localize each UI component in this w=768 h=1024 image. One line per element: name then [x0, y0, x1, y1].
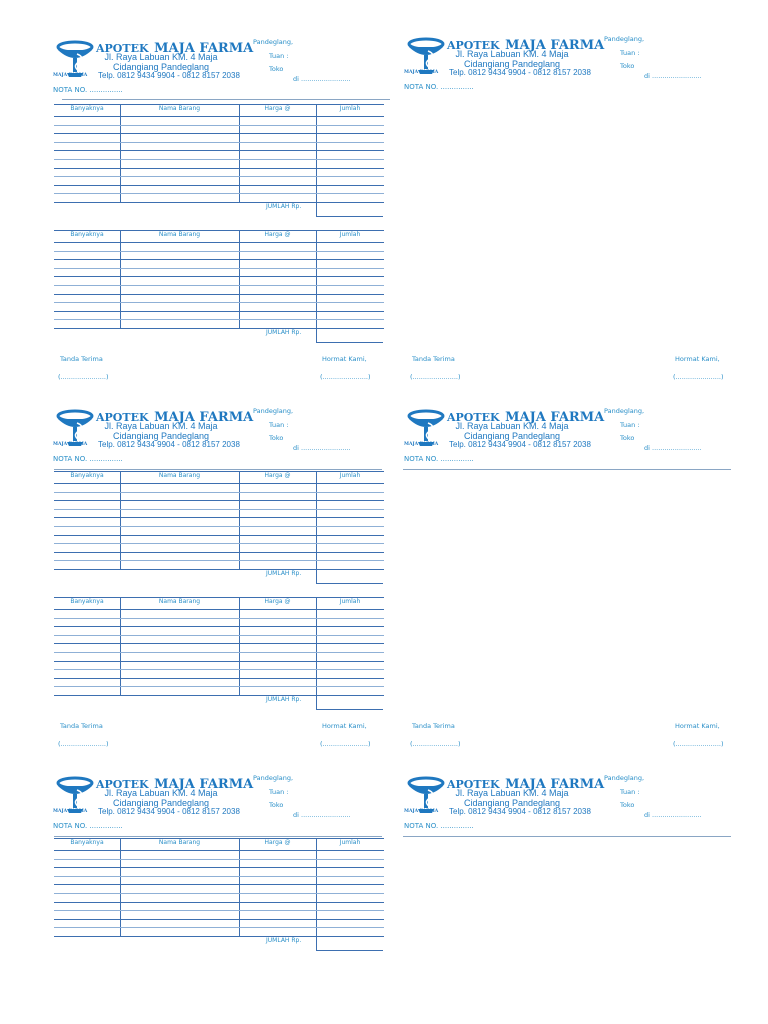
- column-divider: [316, 597, 317, 695]
- tuan-label: Tuan :: [269, 421, 289, 429]
- table-row-line: [54, 927, 384, 928]
- logo-caption: MAJA FARMA: [404, 442, 439, 447]
- column-divider: [316, 104, 317, 202]
- table-row-line: [54, 669, 384, 670]
- brand-name: MAJA FARMA: [505, 777, 605, 792]
- phone: Telp. 0812 9434 9904 - 0812 8157 2038: [98, 71, 240, 80]
- brand-apotek: APOTEK: [447, 778, 500, 791]
- city-date-label: Pandeglang,: [604, 35, 645, 43]
- tuan-label: Tuan :: [269, 52, 289, 60]
- hormat-kami-label: Hormat Kami,: [675, 722, 720, 730]
- jumlah-total-box: [316, 202, 383, 217]
- table-row-line: [54, 176, 384, 177]
- col-nama-barang-header: Nama Barang: [158, 472, 201, 479]
- col-banyaknya-header: Banyaknya: [70, 472, 104, 479]
- divider-line: [54, 836, 382, 837]
- nota-number: NOTA NO. ...............: [404, 83, 474, 91]
- address-line-1: Jl. Raya Labuan KM. 4 Maja: [104, 788, 218, 798]
- brand-apotek: APOTEK: [447, 39, 500, 52]
- col-nama-barang-header: Nama Barang: [158, 598, 201, 605]
- toko-label: Toko: [620, 801, 635, 809]
- divider-line: [403, 469, 731, 470]
- col-harga-header: Harga @: [264, 105, 291, 112]
- address-line-2: Cidangiang Pandeglang: [112, 798, 210, 808]
- col-banyaknya-header: Banyaknya: [70, 231, 104, 238]
- address-line-2: Cidangiang Pandeglang: [463, 798, 561, 808]
- address: [101, 788, 221, 808]
- col-nama-barang-header: Nama Barang: [158, 839, 201, 846]
- column-divider: [120, 597, 121, 695]
- tuan-label: Tuan :: [620, 421, 640, 429]
- column-divider: [239, 471, 240, 569]
- toko-label: Toko: [269, 65, 284, 73]
- col-jumlah-header: Jumlah: [339, 598, 361, 605]
- table-row-line: [54, 133, 384, 134]
- jumlah-total-box: [316, 569, 383, 584]
- jumlah-rp-label: JUMLAH Rp.: [266, 329, 302, 336]
- city-date-label: Pandeglang,: [604, 407, 645, 415]
- address: [452, 49, 572, 69]
- col-banyaknya-header: Banyaknya: [70, 598, 104, 605]
- address: [101, 421, 221, 441]
- brand-apotek: APOTEK: [447, 411, 500, 424]
- logo-caption: MAJA FARMA: [404, 809, 439, 814]
- table-row-line: [54, 251, 384, 252]
- table-row-line: [54, 319, 384, 320]
- table-row-line: [54, 285, 384, 286]
- table-row-line: [54, 893, 384, 894]
- col-harga-header: Harga @: [264, 231, 291, 238]
- jumlah-rp-label: JUMLAH Rp.: [266, 937, 302, 944]
- col-nama-barang-header: Nama Barang: [158, 105, 201, 112]
- col-jumlah-header: Jumlah: [339, 839, 361, 846]
- table-row-line: [54, 535, 384, 536]
- col-harga-header: Harga @: [264, 472, 291, 479]
- column-divider: [239, 104, 240, 202]
- tuan-label: Tuan :: [620, 788, 640, 796]
- col-banyaknya-header: Banyaknya: [70, 839, 104, 846]
- di-field: di ........................: [293, 444, 351, 452]
- column-divider: [120, 471, 121, 569]
- city-date-label: Pandeglang,: [253, 774, 294, 782]
- sender-signature-blank: (......................): [320, 373, 371, 381]
- address-line-2: Cidangiang Pandeglang: [463, 431, 561, 441]
- table-row-line: [54, 686, 384, 687]
- table-row-line: [54, 294, 384, 295]
- tuan-label: Tuan :: [620, 49, 640, 57]
- table-row-line: [54, 560, 384, 561]
- hormat-kami-label: Hormat Kami,: [675, 355, 720, 363]
- table-row-line: [54, 635, 384, 636]
- jumlah-rp-label: JUMLAH Rp.: [266, 696, 302, 703]
- phone: Telp. 0812 9434 9904 - 0812 8157 2038: [449, 807, 591, 816]
- table-row-line: [54, 168, 384, 169]
- brand-name: MAJA FARMA: [505, 410, 605, 425]
- di-field: di ........................: [644, 72, 702, 80]
- city-date-label: Pandeglang,: [604, 774, 645, 782]
- brand-apotek: APOTEK: [96, 411, 149, 424]
- col-nama-barang-header: Nama Barang: [158, 231, 201, 238]
- col-jumlah-header: Jumlah: [339, 105, 361, 112]
- table-row-line: [54, 492, 384, 493]
- jumlah-rp-label: JUMLAH Rp.: [266, 203, 302, 210]
- table-row-line: [54, 517, 384, 518]
- hormat-kami-label: Hormat Kami,: [322, 355, 367, 363]
- address-line-1: Jl. Raya Labuan KM. 4 Maja: [104, 421, 218, 431]
- di-field: di ........................: [293, 75, 351, 83]
- column-divider: [316, 230, 317, 328]
- column-divider: [120, 838, 121, 936]
- di-field: di ........................: [293, 811, 351, 819]
- items-table: [54, 104, 384, 202]
- nota-number: NOTA NO. ...............: [53, 86, 123, 94]
- column-divider: [239, 838, 240, 936]
- table-row-line: [54, 150, 384, 151]
- col-harga-header: Harga @: [264, 598, 291, 605]
- items-table: [54, 230, 384, 328]
- phone: Telp. 0812 9434 9904 - 0812 8157 2038: [449, 440, 591, 449]
- address-line-1: Jl. Raya Labuan KM. 4 Maja: [455, 49, 569, 59]
- column-divider: [316, 838, 317, 936]
- divider-line: [62, 99, 390, 100]
- table-row-line: [54, 268, 384, 269]
- items-table: [54, 597, 384, 695]
- table-row-line: [54, 678, 384, 679]
- table-row-line: [54, 259, 384, 260]
- logo-caption: MAJA FARMA: [53, 809, 88, 814]
- table-row-line: [54, 867, 384, 868]
- col-jumlah-header: Jumlah: [339, 231, 361, 238]
- table-row-line: [54, 311, 384, 312]
- tanda-terima-label: Tanda Terima: [412, 722, 455, 730]
- address-line-1: Jl. Raya Labuan KM. 4 Maja: [455, 421, 569, 431]
- phone: Telp. 0812 9434 9904 - 0812 8157 2038: [98, 807, 240, 816]
- table-row-line: [54, 142, 384, 143]
- address: [452, 788, 572, 808]
- col-banyaknya-header: Banyaknya: [70, 105, 104, 112]
- city-date-label: Pandeglang,: [253, 38, 294, 46]
- brand-apotek: APOTEK: [96, 778, 149, 791]
- table-row-line: [54, 552, 384, 553]
- jumlah-total-box: [316, 695, 383, 710]
- receipt-header-block-5: [53, 776, 383, 836]
- jumlah-total-box: [316, 936, 383, 951]
- receiver-signature-blank: (......................): [58, 740, 109, 748]
- divider-line: [403, 836, 731, 837]
- sender-signature-blank: (......................): [320, 740, 371, 748]
- table-row-line: [54, 902, 384, 903]
- table-row-line: [54, 884, 384, 885]
- col-harga-header: Harga @: [264, 839, 291, 846]
- address-line-1: Jl. Raya Labuan KM. 4 Maja: [455, 788, 569, 798]
- logo-caption: MAJA FARMA: [53, 73, 88, 78]
- sender-signature-blank: (......................): [673, 740, 724, 748]
- table-row-line: [54, 500, 384, 501]
- receiver-signature-blank: (......................): [410, 740, 461, 748]
- items-table: [54, 471, 384, 569]
- receipt-header-block-3: [53, 409, 383, 469]
- toko-label: Toko: [620, 434, 635, 442]
- column-divider: [120, 230, 121, 328]
- receipt-header-block-4: [404, 409, 734, 469]
- table-row-line: [54, 910, 384, 911]
- table-row-line: [54, 876, 384, 877]
- toko-label: Toko: [269, 434, 284, 442]
- brand-name: MAJA FARMA: [154, 777, 254, 792]
- brand-apotek: APOTEK: [96, 42, 149, 55]
- table-row-line: [54, 859, 384, 860]
- jumlah-rp-label: JUMLAH Rp.: [266, 570, 302, 577]
- column-divider: [316, 471, 317, 569]
- column-divider: [239, 230, 240, 328]
- items-table: [54, 838, 384, 936]
- address: [452, 421, 572, 441]
- table-row-line: [54, 652, 384, 653]
- col-jumlah-header: Jumlah: [339, 472, 361, 479]
- table-row-line: [54, 193, 384, 194]
- column-divider: [120, 104, 121, 202]
- table-row-line: [54, 643, 384, 644]
- table-row-line: [54, 159, 384, 160]
- logo-caption: MAJA FARMA: [404, 70, 439, 75]
- table-row-line: [54, 626, 384, 627]
- brand-name: MAJA FARMA: [505, 38, 605, 53]
- tanda-terima-label: Tanda Terima: [60, 355, 103, 363]
- tanda-terima-label: Tanda Terima: [412, 355, 455, 363]
- table-row-line: [54, 302, 384, 303]
- nota-number: NOTA NO. ...............: [404, 822, 474, 830]
- toko-label: Toko: [620, 62, 635, 70]
- receipt-header-block-2: [404, 37, 734, 97]
- nota-number: NOTA NO. ...............: [404, 455, 474, 463]
- receipt-header-block-1: [53, 40, 383, 100]
- brand-name: MAJA FARMA: [154, 410, 254, 425]
- phone: Telp. 0812 9434 9904 - 0812 8157 2038: [98, 440, 240, 449]
- toko-label: Toko: [269, 801, 284, 809]
- table-row-line: [54, 185, 384, 186]
- table-row-line: [54, 661, 384, 662]
- di-field: di ........................: [644, 444, 702, 452]
- nota-number: NOTA NO. ...............: [53, 822, 123, 830]
- nota-number: NOTA NO. ...............: [53, 455, 123, 463]
- address-line-1: Jl. Raya Labuan KM. 4 Maja: [104, 52, 218, 62]
- address: [101, 52, 221, 72]
- jumlah-total-box: [316, 328, 383, 343]
- tanda-terima-label: Tanda Terima: [60, 722, 103, 730]
- receiver-signature-blank: (......................): [410, 373, 461, 381]
- address-line-2: Cidangiang Pandeglang: [112, 431, 210, 441]
- city-date-label: Pandeglang,: [253, 407, 294, 415]
- column-divider: [239, 597, 240, 695]
- table-row-line: [54, 526, 384, 527]
- phone: Telp. 0812 9434 9904 - 0812 8157 2038: [449, 68, 591, 77]
- logo-caption: MAJA FARMA: [53, 442, 88, 447]
- table-row-line: [54, 919, 384, 920]
- table-row-line: [54, 543, 384, 544]
- di-field: di ........................: [644, 811, 702, 819]
- table-row-line: [54, 276, 384, 277]
- table-row-line: [54, 618, 384, 619]
- brand-name: MAJA FARMA: [154, 41, 254, 56]
- sender-signature-blank: (......................): [673, 373, 724, 381]
- tuan-label: Tuan :: [269, 788, 289, 796]
- hormat-kami-label: Hormat Kami,: [322, 722, 367, 730]
- address-line-2: Cidangiang Pandeglang: [112, 62, 210, 72]
- table-row-line: [54, 509, 384, 510]
- receipt-header-block-6: [404, 776, 734, 836]
- address-line-2: Cidangiang Pandeglang: [463, 59, 561, 69]
- table-row-line: [54, 125, 384, 126]
- divider-line: [54, 469, 382, 470]
- receiver-signature-blank: (......................): [58, 373, 109, 381]
